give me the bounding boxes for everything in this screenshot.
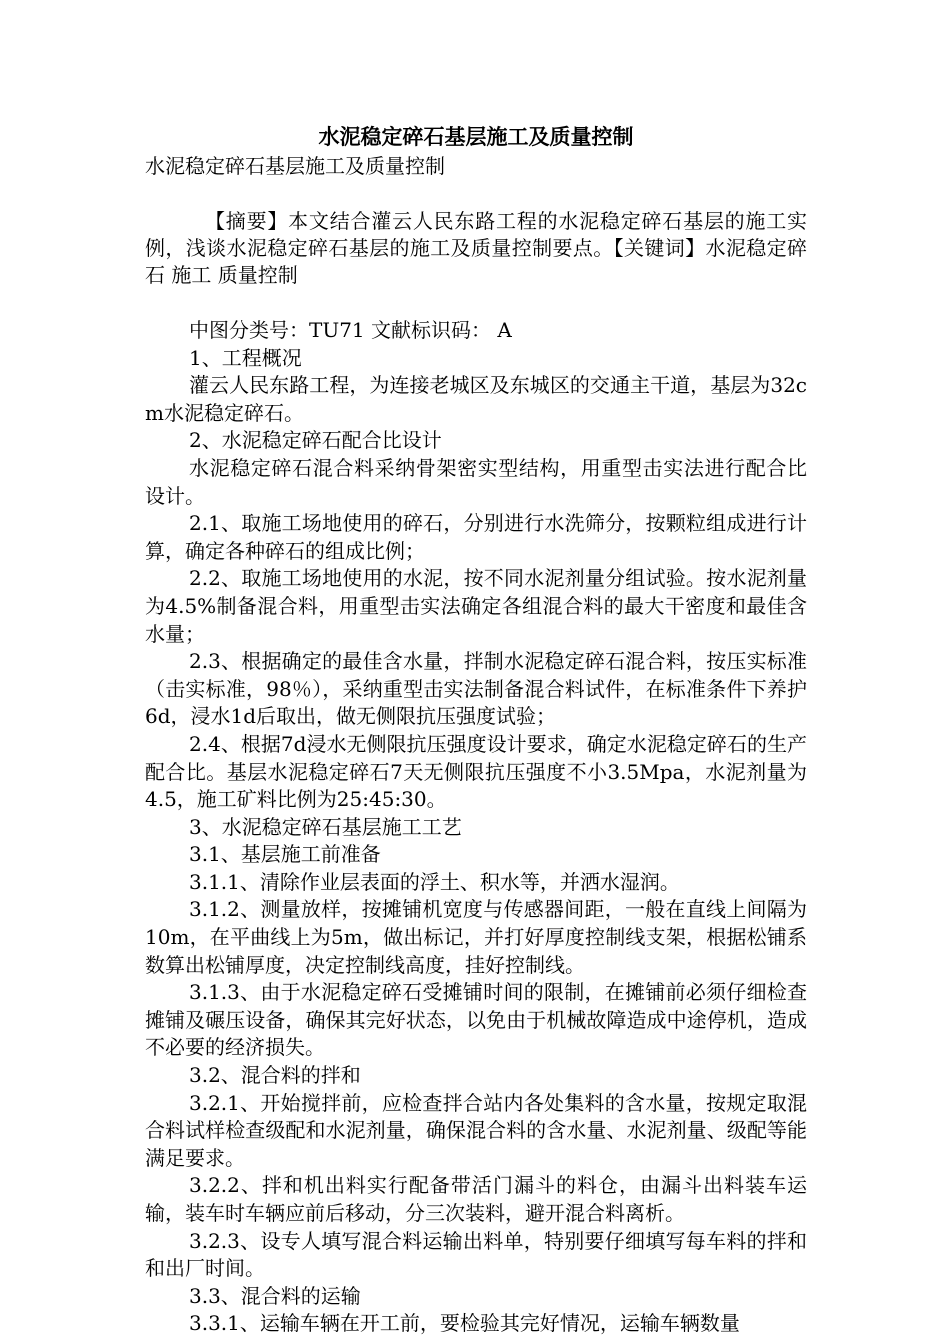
blank-line xyxy=(145,180,807,208)
document-title: 水泥稳定碎石基层施工及质量控制 xyxy=(318,124,634,149)
paragraph: 2.3、根据确定的最佳含水量，拌制水泥稳定碎石混合料，按压实标准（击实标准，98％），采纳重型击实法制备混合料试件，在标准条件下养护6d，浸水1d后取出，做无侧限抗压强度试验； xyxy=(145,649,807,729)
paragraph: 2.1、取施工场地使用的碎石，分别进行水洗筛分，按颗粒组成进行计算，确定各种碎石的组成比例； xyxy=(145,511,807,563)
section-heading: 1、工程概况 xyxy=(189,345,302,370)
subsection-heading: 3.1、基层施工前准备 xyxy=(189,842,381,867)
document-page xyxy=(145,122,807,1338)
paragraph: 3.1.2、测量放样，按摊铺机宽度与传感器间距，一般在直线上间隔为10m，在平曲线上为5m，做出标记，并打好厚度控制线支架，根据松铺系数算出松铺厚度，决定控制线高度，挂好控制线。 xyxy=(145,897,807,977)
section-heading: 3、水泥稳定碎石基层施工工艺 xyxy=(189,814,462,839)
subsection-heading: 3.3、混合料的运输 xyxy=(189,1283,361,1308)
section-heading: 2、水泥稳定碎石配合比设计 xyxy=(189,428,442,453)
paragraph: 3.3.1、运输车辆在开工前，要检验其完好情况，运输车辆数量 xyxy=(189,1311,740,1336)
paragraph: 3.1.1、清除作业层表面的浮土、积水等，并洒水湿润。 xyxy=(189,869,680,894)
paragraph: 3.1.3、由于水泥稳定碎石受摊铺时间的限制，在摊铺前必须仔细检查摊铺及碾压设备，确保其完好状态，以免由于机械故障造成中途停机，造成不必要的经济损失。 xyxy=(145,980,807,1060)
document-subtitle: 水泥稳定碎石基层施工及质量控制 xyxy=(145,154,445,178)
abstract-paragraph: 【摘要】本文结合灌云人民东路工程的水泥稳定碎石基层的施工实例，浅谈水泥稳定碎石基层的施工及质量控制要点。【关键词】水泥稳定碎石 施工 质量控制 xyxy=(145,209,807,287)
body-text xyxy=(145,317,807,1338)
paragraph: 2.2、取施工场地使用的水泥，按不同水泥剂量分组试验。按水泥剂量为4.5%制备混合料，用重型击实法确定各组混合料的最大干密度和最佳含水量； xyxy=(145,566,807,646)
paragraph: 中图分类号：TU71 文献标识码： A xyxy=(189,318,512,342)
paragraph: 灌云人民东路工程，为连接老城区及东城区的交通主干道，基层为32cm水泥稳定碎石。 xyxy=(145,373,807,425)
paragraph: 2.4、根据7d浸水无侧限抗压强度设计要求，确定水泥稳定碎石的生产配合比。基层水泥稳定碎石7天无侧限抗压强度不小3.5Mpa，水泥剂量为4.5，施工矿料比例为25:45:30。 xyxy=(145,731,807,812)
paragraph: 3.2.3、设专人填写混合料运输出料单，特别要仔细填写每车料的拌和和出厂时间。 xyxy=(145,1228,807,1281)
paragraph: 3.2.1、开始搅拌前，应检查拌合站内各处集料的含水量，按规定取混合料试样检查级配和水泥剂量，确保混合料的含水量、水泥剂量、级配等能满足要求。 xyxy=(145,1090,807,1170)
paragraph: 3.2.2、拌和机出料实行配备带活门漏斗的料仓，由漏斗出料装车运输，装车时车辆应前后移动，分三次装料，避开混合料离析。 xyxy=(145,1173,807,1225)
subsection-heading: 3.2、混合料的拌和 xyxy=(189,1063,361,1088)
paragraph: 水泥稳定碎石混合料采纳骨架密实型结构，用重型击实法进行配合比设计。 xyxy=(145,455,807,508)
blank-line xyxy=(145,289,807,317)
